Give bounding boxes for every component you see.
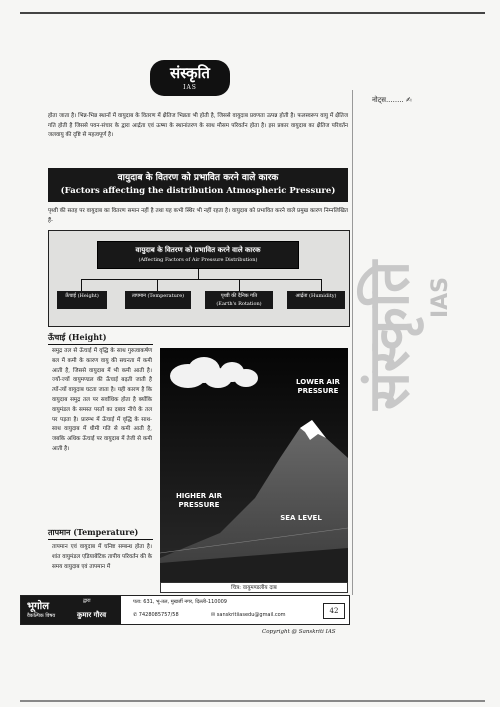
factor-temperature-label: तापमान (Temperature)	[131, 293, 185, 299]
factor-box-humidity	[287, 291, 345, 309]
factor-box-rotation	[205, 291, 273, 309]
footer-subject: भूगोल	[27, 601, 50, 612]
top-rule	[20, 12, 485, 14]
connector-horizontal	[81, 279, 321, 280]
footer-author: कुमार गौरव	[77, 610, 107, 619]
height-paragraph: समुद्र तल से ऊँचाई में वृद्धि के साथ गुरुत्वाकर्षण बल में कमी के कारण वायु की सघनता में कमी आती है, जिससे वायुदाब में भी कमी आती है। ज्यों-ज्यों वायुमण्डल की ऊँचाई बढ़ती जाती है त्यों-त्यों वायुदाब घटता जाता है। यही कारण है कि वायुदाब समुद्र तल पर सर्वाधिक होता है क्योंकि वायुमंडल के समस्त परतों का दबाव नीचे के तल पर पड़ता है। प्रारम्भ में ऊँचाई में वृद्धि के साथ-साथ वायुदाब में धीमी गति से कमी आती है, जबकि अधिक ऊँचाई पर वायुदाब में तेजी से कमी आती है।	[52, 348, 152, 452]
section-paragraph: पृथ्वी की सतह पर वायुदाब का वितरण समान नहीं है तथा यह कभी स्थिर भी नहीं रहता है। वायुदाब को प्रभावित करने वाले प्रमुख कारण निम्नलिखित हैं-	[48, 208, 348, 224]
air-pressure-figure	[160, 348, 348, 582]
section-title-hindi: वायुदाब के वितरण को प्रभावित करने वाले कारक	[117, 173, 279, 183]
footer-subject-block	[21, 596, 121, 624]
bottom-rule	[20, 700, 485, 702]
diagram-root-box	[97, 241, 299, 269]
watermark-ias: IAS	[428, 276, 454, 319]
factor-rotation-sub: (Earth's Rotation)	[216, 301, 262, 307]
factor-rotation-label: पृथ्वी की दैनिक गति	[220, 293, 258, 299]
connector-drop-3	[239, 279, 240, 291]
footer-email: ✉ sanskritiiasedu@gmail.com	[211, 612, 286, 618]
connector-vertical	[198, 269, 199, 279]
logo	[150, 60, 230, 96]
intro-paragraph: होता जाता है। भिन्न-भिन्न स्थानों में वायुदाब के वितरण में क्षैतिज भिन्नता भी होती है, जिससे वायुदाब प्रवणता उत्पन्न होती है। फलस्वरूप वायु में क्षैतिज गति होती है जिससे पवन-संचार के द्वारा आर्द्रता एवं ऊष्मा के स्थानांतरण के साथ मौसम परिवर्तन होता है। इस प्रकार वायुदाब का क्षैतिज परिवर्तन जलवायु की दृष्टि से महत्वपूर्ण है।	[48, 113, 348, 138]
connector-drop-4	[321, 279, 322, 291]
footer-phone: ✆ 7428085757/58	[133, 612, 179, 618]
factor-box-temperature	[125, 291, 191, 309]
factor-height-label: ऊँचाई (Height)	[65, 293, 99, 299]
temperature-heading: तापमान (Temperature)	[48, 525, 153, 540]
logo-main: संस्कृति	[170, 64, 210, 82]
logo-sub: IAS	[183, 84, 197, 91]
higher-pressure-label: HIGHER AIR PRESSURE	[175, 492, 223, 509]
figure-caption: चित्र: वायुमण्डलीय दाब	[160, 582, 348, 593]
diagram-root-english: (Affecting Factors of Air Pressure Distribution)	[138, 257, 258, 263]
footer-by: द्वारा	[83, 598, 91, 604]
notes-label: नोट्स........ ✍	[372, 96, 412, 104]
footer-subject-sub: वैकल्पिक विषय	[27, 613, 56, 619]
page-footer	[20, 595, 350, 625]
diagram-root-hindi: वायुदाब के वितरण को प्रभावित करने वाले कारक	[135, 245, 261, 254]
footer-address: पता: 631, भू-तल, मुखर्जी नगर, दिल्ली-110009	[133, 599, 227, 605]
section-title-english: (Factors affecting the distribution Atmospheric Pressure)	[60, 186, 336, 196]
temperature-paragraph: तापमान एवं वायुदाब में घनिष्ट सम्बन्ध होता है। शांत वायुमंडल एडियाबेटिक तापीय परिवर्तन की के समय वायुदाब एवं तापमान में	[52, 544, 152, 570]
factor-box-height	[57, 291, 107, 309]
factors-diagram	[48, 230, 350, 327]
copyright-text: Copyright @ Sanskriti IAS	[262, 629, 336, 635]
watermark-text: संस्कृति	[357, 260, 422, 410]
factor-humidity-label: आर्द्रता (Humidity)	[295, 293, 337, 299]
connector-drop-1	[81, 279, 82, 291]
page-number: 42	[323, 603, 345, 619]
height-heading: ऊँचाई (Height)	[48, 330, 153, 345]
section-heading	[48, 168, 348, 202]
lower-pressure-label: LOWER AIR PRESSURE	[296, 378, 340, 395]
connector-drop-2	[157, 279, 158, 291]
sea-level-label: SEA LEVEL	[280, 514, 322, 522]
margin-divider	[352, 90, 353, 595]
